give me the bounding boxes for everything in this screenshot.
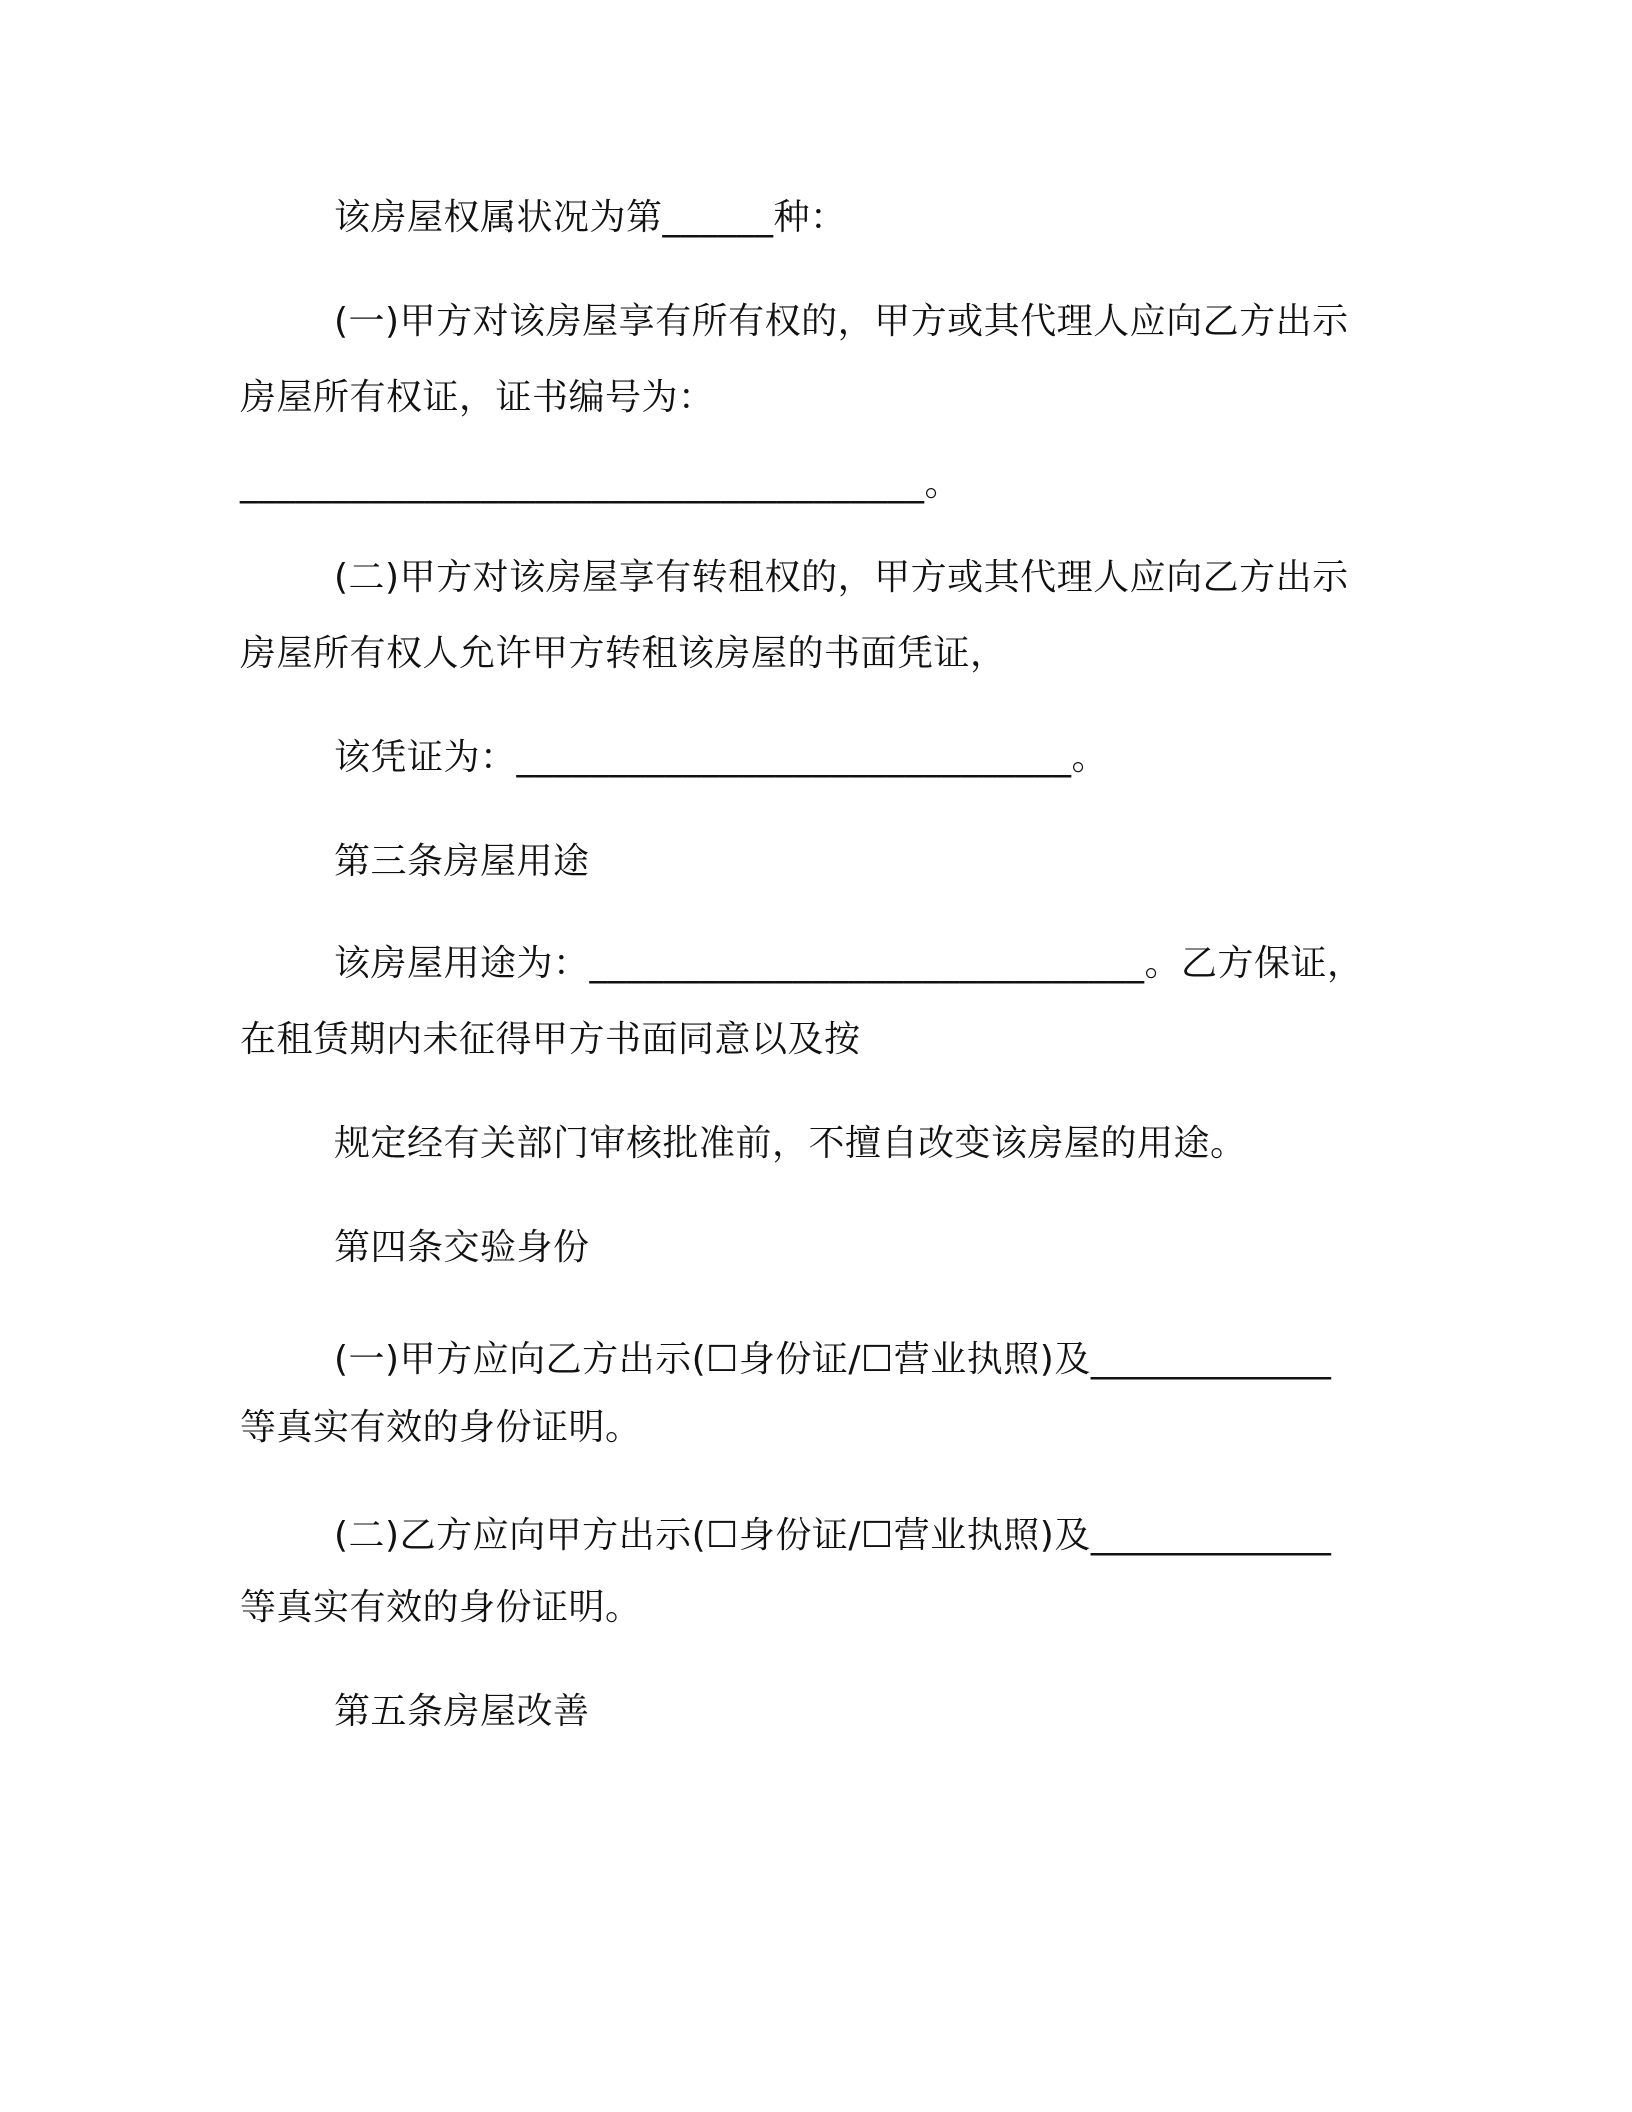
ownership-clause-2-line-1: (二)甲方对该房屋享有转租权的，甲方或其代理人应向乙方出示 bbox=[334, 557, 1349, 598]
usage-line-2: 在租赁期内未征得甲方书面同意以及按 bbox=[240, 1019, 861, 1060]
ownership-type-line: 该房屋权属状况为第______种： bbox=[334, 197, 847, 238]
id-clause-2-line-2: 等真实有效的身份证明。 bbox=[240, 1587, 642, 1628]
ownership-clause-1-line-2: 房屋所有权证，证书编号为： bbox=[240, 377, 715, 418]
id-clause-2-line-1: (二)乙方应向甲方出示(☐身份证/☐营业执照)及_____________ bbox=[334, 1515, 1332, 1556]
article-3-heading: 第三条房屋用途 bbox=[334, 841, 590, 882]
voucher-line: 该凭证为：______________________________。 bbox=[334, 737, 1109, 778]
ownership-clause-2-line-2: 房屋所有权人允许甲方转租该房屋的书面凭证， bbox=[240, 633, 1007, 674]
usage-line-3: 规定经有关部门审核批准前，不擅自改变该房屋的用途。 bbox=[334, 1123, 1247, 1164]
id-clause-1-line-1: (一)甲方应向乙方出示(☐身份证/☐营业执照)及_____________ bbox=[334, 1339, 1332, 1380]
article-4-heading: 第四条交验身份 bbox=[334, 1227, 590, 1268]
usage-line-1: 该房屋用途为：______________________________。乙方保证， bbox=[334, 943, 1364, 984]
article-5-heading: 第五条房屋改善 bbox=[334, 1691, 590, 1732]
ownership-clause-1-line-1: (一)甲方对该房屋享有所有权的，甲方或其代理人应向乙方出示 bbox=[334, 301, 1349, 342]
id-clause-1-line-2: 等真实有效的身份证明。 bbox=[240, 1407, 642, 1448]
certificate-number-blank: _____________________________________。 bbox=[240, 463, 961, 504]
